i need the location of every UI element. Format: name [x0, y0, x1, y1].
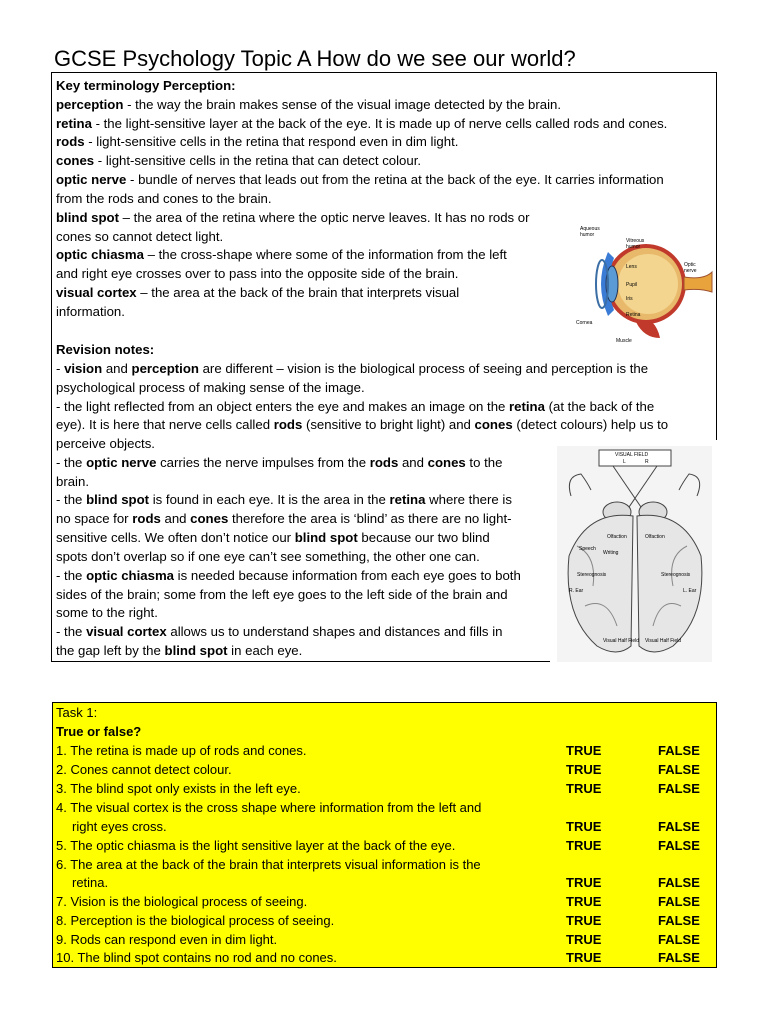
diagram-label-olfaction-right: Olfaction	[645, 534, 665, 540]
revision-note-6-cont: the gap left by the blind spot in each eye.	[56, 643, 303, 658]
question-2: 2. Cones cannot detect colour.	[56, 762, 232, 777]
definition-optic-nerve: optic nerve - bundle of nerves that leads out from the retina at the back of the eye. It carries information	[56, 172, 664, 187]
revision-notes-heading: Revision notes:	[56, 342, 155, 357]
question-4-cont: right eyes cross.	[72, 819, 167, 834]
eye-label-retina: Retina	[626, 312, 641, 318]
definition-cones: cones - light-sensitive cells in the retina that can detect colour.	[56, 153, 422, 168]
definition-retina: retina - the light-sensitive layer at the back of the eye. It is made up of nerve cells called rods and cones.	[56, 116, 668, 131]
revision-note-4-cont: spots don’t overlap so if one eye can’t see something, the other one can.	[56, 549, 480, 564]
false-option[interactable]: FALSE	[658, 950, 700, 965]
question-1: 1. The retina is made up of rods and cones.	[56, 743, 307, 758]
diagram-label-l: L	[623, 459, 626, 465]
revision-note-2: - the light reflected from an object enters the eye and makes an image on the retina (at the back of the	[56, 399, 655, 414]
task-subheading: True or false?	[56, 724, 142, 739]
key-terminology-heading: Key terminology Perception:	[56, 78, 236, 93]
revision-note-5: - the optic chiasma is needed because information from each eye goes to both	[56, 568, 521, 583]
definition-optic-chiasma-cont: and right eye crosses over to pass into the opposite side of the brain.	[56, 266, 459, 281]
true-option[interactable]: TRUE	[566, 781, 602, 796]
false-option[interactable]: FALSE	[658, 781, 700, 796]
question-8: 8. Perception is the biological process of seeing.	[56, 913, 335, 928]
diagram-label-speech: Speech	[579, 546, 596, 552]
false-option[interactable]: FALSE	[658, 819, 700, 834]
question-3: 3. The blind spot only exists in the left eye.	[56, 781, 301, 796]
eye-label-iris: Iris	[626, 296, 633, 302]
false-option[interactable]: FALSE	[658, 838, 700, 853]
revision-note-2-cont: perceive objects.	[56, 436, 155, 451]
definition-optic-chiasma: optic chiasma – the cross-shape where some of the information from the left	[56, 247, 507, 262]
question-10: 10. The blind spot contains no rod and no cones.	[56, 950, 337, 965]
revision-note-1: - vision and perception are different – vision is the biological process of seeing and perception is the	[56, 361, 649, 376]
eye-label-pupil: Pupil	[626, 282, 638, 288]
task-heading: Task 1:	[56, 705, 98, 720]
diagram-label-writing: Writing	[603, 550, 619, 556]
revision-note-1-cont: psychological process of making sense of the image.	[56, 380, 365, 395]
diagram-label-visual-field: VISUAL FIELD	[615, 452, 649, 458]
true-option[interactable]: TRUE	[566, 762, 602, 777]
question-6-cont: retina.	[72, 875, 109, 890]
revision-note-3: - the optic nerve carries the nerve impulses from the rods and cones to the	[56, 455, 503, 470]
revision-note-4: - the blind spot is found in each eye. It is the area in the retina where there is	[56, 492, 512, 507]
eye-label-muscle: Muscle	[616, 338, 632, 344]
terminology-box-border	[51, 661, 550, 662]
true-option[interactable]: TRUE	[566, 894, 602, 909]
question-4: 4. The visual cortex is the cross shape where information from the left and	[56, 800, 482, 815]
revision-note-3-cont: brain.	[56, 474, 89, 489]
diagram-label-visual-half-field-left: Visual Half Field	[603, 638, 640, 644]
diagram-label-stereognosis-left: Stereognosis	[577, 572, 607, 578]
true-option[interactable]: TRUE	[566, 913, 602, 928]
false-option[interactable]: FALSE	[658, 894, 700, 909]
eye-label-vitreous: Vitreous	[626, 238, 645, 244]
question-9: 9. Rods can respond even in dim light.	[56, 932, 278, 947]
revision-note-4-cont: sensitive cells. We often don’t notice our blind spot because our two blind	[56, 530, 490, 545]
diagram-label-olfaction-left: Olfaction	[607, 534, 627, 540]
eye-label-aqueous: Aqueous	[580, 226, 600, 232]
question-7: 7. Vision is the biological process of seeing.	[56, 894, 308, 909]
eye-diagram	[574, 222, 714, 346]
visual-pathway-diagram	[557, 446, 712, 662]
revision-note-5-cont: sides of the brain; some from the left eye goes to the left side of the brain and	[56, 587, 508, 602]
definition-blind-spot-cont: cones so cannot detect light.	[56, 229, 224, 244]
eye-label-lens: Lens	[626, 264, 637, 270]
definition-visual-cortex: visual cortex – the area at the back of the brain that interprets visual	[56, 285, 460, 300]
eye-label-cornea: Cornea	[576, 320, 593, 326]
true-option[interactable]: TRUE	[566, 819, 602, 834]
definition-optic-nerve-cont: from the rods and cones to the brain.	[56, 191, 272, 206]
definition-visual-cortex-cont: information.	[56, 304, 125, 319]
question-5: 5. The optic chiasma is the light sensitive layer at the back of the eye.	[56, 838, 456, 853]
true-option[interactable]: TRUE	[566, 932, 602, 947]
false-option[interactable]: FALSE	[658, 913, 700, 928]
diagram-label-visual-half-field-right: Visual Half Field	[645, 638, 682, 644]
eye-label-humor: humor	[580, 232, 595, 238]
diagram-label-ear-right: R. Ear	[569, 588, 584, 594]
true-option[interactable]: TRUE	[566, 875, 602, 890]
false-option[interactable]: FALSE	[658, 743, 700, 758]
question-6: 6. The area at the back of the brain that interprets visual information is the	[56, 857, 481, 872]
revision-note-5-cont: some to the right.	[56, 605, 158, 620]
diagram-label-ear-left: L. Ear	[683, 588, 697, 594]
definition-perception: perception - the way the brain makes sense of the visual image detected by the brain.	[56, 97, 562, 112]
false-option[interactable]: FALSE	[658, 875, 700, 890]
definition-blind-spot: blind spot – the area of the retina where the optic nerve leaves. It has no rods or	[56, 210, 530, 225]
revision-note-2-cont: eye). It is here that nerve cells called rods (sensitive to bright light) and cones (detect colours) help us to	[56, 417, 669, 432]
definition-rods: rods - light-sensitive cells in the retina that respond even in dim light.	[56, 134, 459, 149]
revision-note-4-cont: no space for rods and cones therefore the area is ‘blind’ as there are no light-	[56, 511, 512, 526]
eye-label-nerve: nerve	[684, 268, 697, 274]
true-option[interactable]: TRUE	[566, 950, 602, 965]
page-title: GCSE Psychology Topic A How do we see our world?	[54, 46, 576, 71]
false-option[interactable]: FALSE	[658, 932, 700, 947]
eye-label-optic: Optic	[684, 262, 696, 268]
revision-note-6: - the visual cortex allows us to understand shapes and distances and fills in	[56, 624, 503, 639]
true-option[interactable]: TRUE	[566, 743, 602, 758]
diagram-label-r: R	[645, 459, 649, 465]
eye-label-vitreous-humor: humor	[626, 244, 641, 250]
true-option[interactable]: TRUE	[566, 838, 602, 853]
diagram-label-stereognosis-right: Stereognosis	[661, 572, 691, 578]
false-option[interactable]: FALSE	[658, 762, 700, 777]
terminology-box-border	[716, 72, 717, 440]
